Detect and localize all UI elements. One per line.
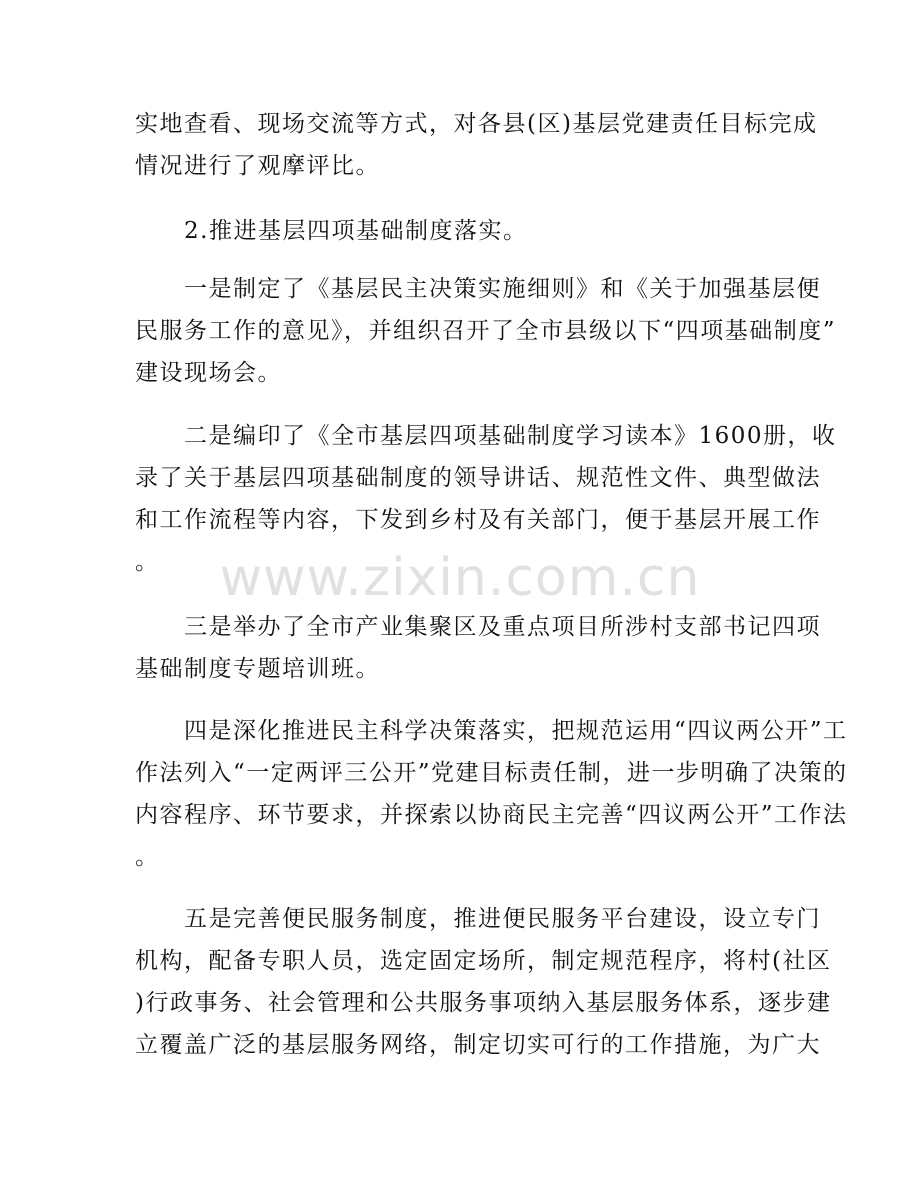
text-line: 情况进行了观摩评比。 — [135, 153, 380, 179]
text-line: 五是完善便民服务制度，推进便民服务平台建设，设立专门 — [135, 906, 821, 932]
text-line: 和工作流程等内容，下发到乡村及有关部门，便于基层开展工作 — [135, 507, 821, 533]
paragraph-first — [135, 268, 837, 394]
watermark: www.zixin.com.cn — [219, 548, 701, 608]
text-line: 民服务工作的意见》，并组织召开了全市县级以下“四项基础制度” — [135, 318, 837, 344]
paragraph-second — [135, 415, 837, 583]
text-line: 内容程序、环节要求，并探索以协商民主完善“四议两公开”工作法 — [135, 802, 848, 828]
text-line: 机构，配备专职人员，选定固定场所，制定规范程序，将村(社区 — [135, 948, 832, 974]
text-line: 。 — [135, 549, 160, 575]
section-heading — [135, 210, 785, 252]
text-line: 三是举办了全市产业集聚区及重点项目所涉村支部书记四项 — [135, 614, 821, 640]
text-line: 四是深化推进民主科学决策落实，把规范运用“四议两公开”工 — [135, 718, 848, 744]
text-line: )行政事务、社会管理和公共服务事项纳入基层服务体系，逐步建 — [135, 990, 832, 1016]
text-line: 实地查看、现场交流等方式，对各县(区)基层党建责任目标完成 — [135, 111, 818, 137]
text-line: 一是制定了《基层民主决策实施细则》和《关于加强基层便 — [135, 276, 821, 302]
paragraph-evaluation — [135, 103, 818, 187]
text-line: 基础制度专题培训班。 — [135, 656, 380, 682]
text-line: 作法列入“一定两评三公开”党建目标责任制，进一步明确了决策的 — [135, 760, 848, 786]
text-line: 。 — [135, 844, 160, 870]
paragraph-fourth — [135, 710, 848, 878]
text-line: 建设现场会。 — [135, 360, 282, 386]
paragraph-fifth — [135, 898, 832, 1066]
text-line: 立覆盖广泛的基层服务网络，制定切实可行的工作措施，为广大 — [135, 1032, 821, 1058]
text-line: 二是编印了《全市基层四项基础制度学习读本》1600册，收 — [135, 423, 837, 449]
text-line: 录了关于基层四项基础制度的领导讲话、规范性文件、典型做法 — [135, 465, 821, 491]
paragraph-third — [135, 606, 821, 690]
text-line: 2.推进基层四项基础制度落实。 — [135, 218, 528, 244]
